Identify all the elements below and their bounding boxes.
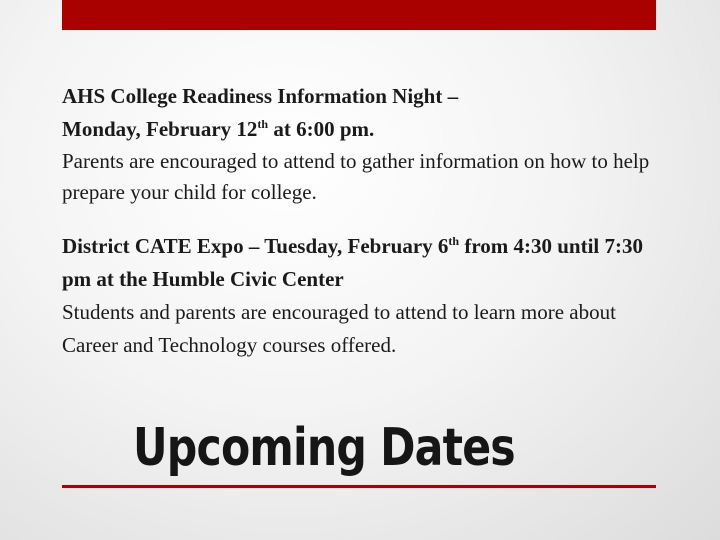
spacer bbox=[62, 208, 652, 230]
event1-date-suffix: th bbox=[257, 117, 269, 131]
top-accent-bar bbox=[62, 0, 656, 30]
event2-description: Students and parents are encouraged to attend to learn more about Career and Technology courses offered. bbox=[62, 300, 616, 357]
event1-date bbox=[62, 113, 652, 146]
event2-details: from 4:30 until 7:30 pm at the Humble Civic Center bbox=[62, 234, 644, 291]
event2-date-suffix: th bbox=[448, 234, 460, 248]
event1-title: AHS College Readiness Information Night – bbox=[62, 84, 459, 108]
event1-description: Parents are encouraged to attend to gather information on how to help prepare your child for college. bbox=[62, 149, 650, 204]
slide-title: Upcoming Dates bbox=[133, 418, 515, 478]
event2-title-text: District CATE Expo – Tuesday, February 6 bbox=[62, 234, 449, 258]
event2-title bbox=[62, 230, 652, 296]
title-underline bbox=[62, 485, 656, 488]
event1-time: at 6:00 pm. bbox=[268, 117, 375, 141]
slide-content bbox=[62, 80, 652, 362]
event1-date-text: Monday, February 12 bbox=[62, 117, 258, 141]
